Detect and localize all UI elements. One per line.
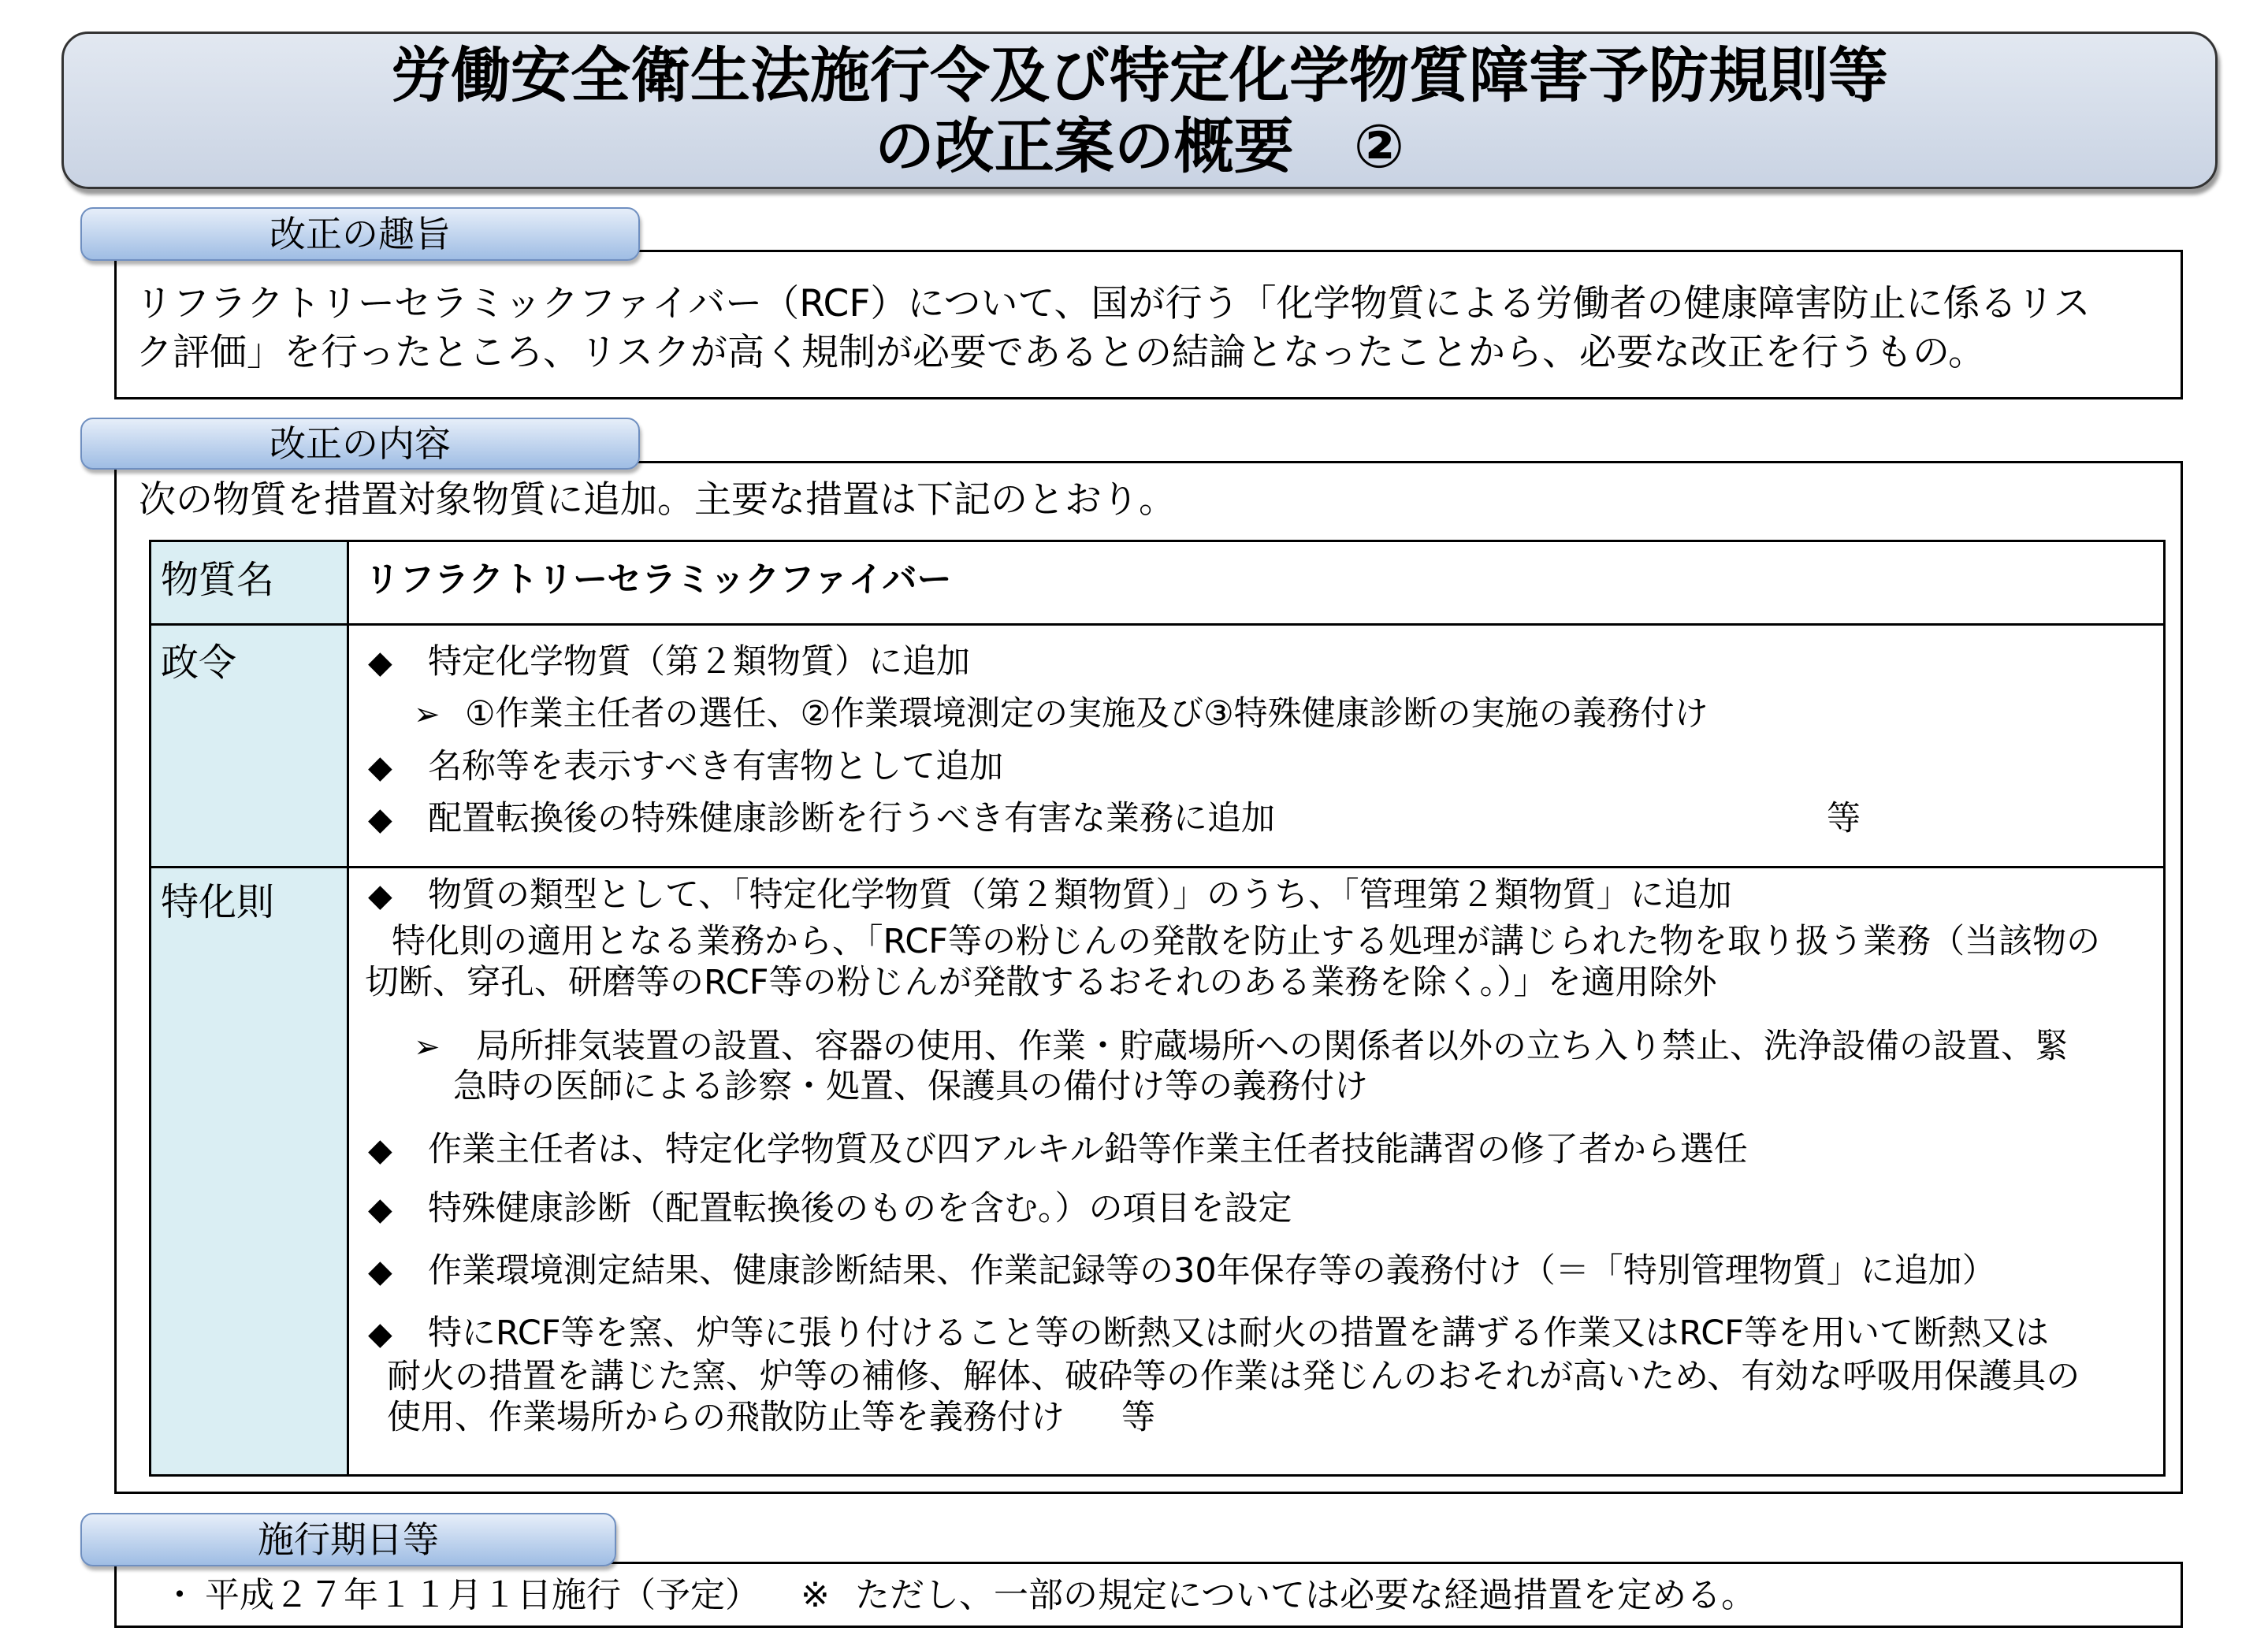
section-label-content: 改正の内容: [80, 418, 640, 470]
diamond-bullet-icon: ◆: [368, 1191, 392, 1228]
substance-name: リフラクトリーセラミックファイバー: [365, 559, 952, 600]
section-label-effective: 施行期日等: [80, 1513, 616, 1566]
diamond-bullet-icon: ◆: [368, 749, 392, 786]
rules-item-3-line-1: 局所排気装置の設置、容器の使用、作業・貯蔵場所への関係者以外の立ち入り禁止、洗浄設備の設置、緊: [476, 1027, 2069, 1066]
diamond-bullet-icon: ◆: [368, 801, 392, 838]
effective-date: 平成２７年１１月１日施行（予定）: [205, 1575, 760, 1615]
row-header-order: 政令: [161, 641, 237, 685]
row-header-substance: 物質名: [161, 558, 275, 602]
rules-suffix-etc: 等: [1121, 1398, 1155, 1437]
rules-item-7-line-2: 耐火の措置を講じた窯、炉等の補修、解体、破砕等の作業は発じんのおそれが高いため、有効な呼吸用保護具の: [387, 1357, 2080, 1396]
page-title-line-2: の改正案の概要 ②: [874, 111, 1405, 181]
row-header-rules: 特化則: [161, 880, 275, 924]
effective-note: ただし、一部の規定については必要な経過措置を定める。: [855, 1575, 1757, 1615]
diamond-bullet-icon: ◆: [368, 1254, 392, 1290]
rules-item-6: 作業環境測定結果、健康診断結果、作業記録等の30年保存等の義務付け（＝「特別管理物質」に追加）: [428, 1251, 1996, 1291]
rules-item-7-line-3: [387, 1398, 1155, 1437]
order-item-4: 配置転換後の特殊健康診断を行うべき有害な業務に追加: [428, 799, 1275, 838]
arrow-bullet-icon: ➢: [414, 697, 441, 733]
rules-item-7-line-3-text: 使用、作業場所からの飛散防止等を義務付け: [387, 1398, 1065, 1437]
order-suffix-etc: 等: [1827, 799, 1861, 838]
content-intro: 次の物質を措置対象物質に追加。主要な措置は下記のとおり。: [139, 478, 1176, 522]
purpose-line-2: ク評価」を行ったところ、リスクが高く規制が必要であるとの結論となったことから、必要な改正を行うもの。: [136, 331, 1986, 374]
rules-item-7-line-1: 特にRCF等を窯、炉等に張り付けること等の断熱又は耐火の措置を講ずる作業又はRCF等を用いて断熱又は: [428, 1313, 2049, 1353]
diamond-bullet-icon: ◆: [368, 1132, 392, 1169]
rules-item-3-line-2: 急時の医師による診察・処置、保護具の備付け等の義務付け: [453, 1067, 1368, 1106]
table-header-cell-rules: [149, 866, 349, 1477]
page-title-line-1: 労働安全衛生法施行令及び特定化学物質障害予防規則等: [391, 40, 1888, 110]
section-label-purpose: 改正の趣旨: [80, 207, 640, 261]
note-mark-icon: ※: [801, 1575, 830, 1615]
rules-item-2-line-2: 切断、穿孔、研磨等のRCF等の粉じんが発散するおそれのある業務を除く。）」を適用除外: [365, 963, 1717, 1002]
rules-item-5: 特殊健康診断（配置転換後のものを含む。）の項目を設定: [428, 1189, 1292, 1228]
rules-item-1: 物質の類型として、「特定化学物質（第２類物質）」のうち、「管理第２類物質」に追加: [428, 875, 1732, 915]
order-item-2: ①作業主任者の選任、②作業環境測定の実施及び③特殊健康診断の実施の義務付け: [465, 694, 1708, 734]
rules-item-2-line-1: 特化則の適用となる業務から、「RCF等の粉じんの発散を防止する処理が講じられた物を取り扱う業務（当該物の: [392, 922, 2100, 961]
diamond-bullet-icon: ◆: [368, 1316, 392, 1352]
effective-bullet: ・: [162, 1575, 197, 1615]
arrow-bullet-icon: ➢: [414, 1029, 441, 1065]
diamond-bullet-icon: ◆: [368, 645, 392, 681]
order-item-1: 特定化学物質（第２類物質）に追加: [428, 642, 970, 682]
diamond-bullet-icon: ◆: [368, 878, 392, 914]
rules-item-4: 作業主任者は、特定化学物質及び四アルキル鉛等作業主任者技能講習の修了者から選任: [428, 1130, 1748, 1169]
order-item-3: 名称等を表示すべき有害物として追加: [428, 747, 1004, 786]
purpose-line-1: リフラクトリーセラミックファイバー（RCF）について、国が行う「化学物質による労働者の健康障害防止に係るリス: [136, 282, 2091, 325]
